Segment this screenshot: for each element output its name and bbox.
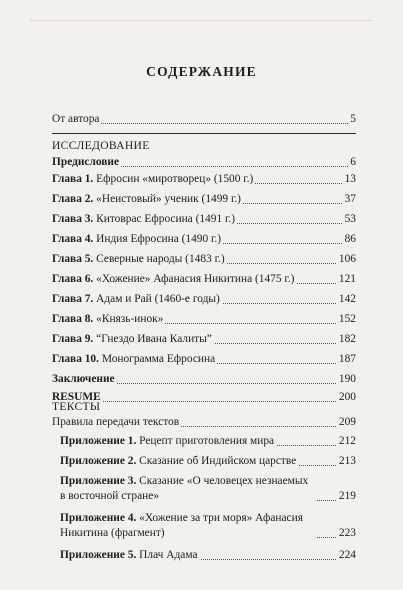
toc-entry-appendix — [60, 548, 356, 563]
entry-page: 187 — [338, 353, 356, 365]
toc-entry-chapter — [52, 192, 356, 207]
entry-label: Заключение — [52, 373, 115, 385]
section-heading-texts: ТЕКСТЫ — [52, 400, 101, 413]
chapter-title: Северные народы (1483 г.) — [96, 253, 225, 265]
appendix-title-continued: Никитина (фрагмент) — [60, 527, 165, 539]
page-title: СОДЕРЖАНИЕ — [146, 64, 257, 79]
appendix-number: Приложение 5. — [60, 549, 137, 561]
chapter-number: Глава 1. — [52, 173, 94, 185]
toc-entry-chapter — [52, 252, 356, 267]
chapter-number: Глава 7. — [52, 293, 94, 305]
entry-label: Правила передачи текстов — [52, 416, 180, 428]
entry-page: 13 — [344, 173, 356, 185]
chapter-number: Глава 5. — [52, 253, 94, 265]
chapter-title: Индия Ефросина (1490 г.) — [96, 233, 222, 245]
chapter-title: Адам и Рай (1460-е годы) — [96, 293, 220, 305]
toc-entry-appendix — [60, 511, 356, 541]
toc-entry-appendix — [60, 434, 356, 449]
entry-page: 209 — [338, 416, 356, 428]
entry-page: 86 — [344, 233, 356, 245]
entry-label: Предисловие — [52, 156, 120, 168]
section-divider — [52, 133, 356, 134]
entry-page: 106 — [338, 253, 356, 265]
chapter-number: Глава 9. — [52, 333, 94, 345]
toc-entry-chapter — [52, 232, 356, 247]
chapter-title: «Князь-инок» — [96, 313, 164, 325]
chapter-number: Глава 6. — [52, 273, 94, 285]
toc-entry-appendix — [60, 454, 356, 469]
toc-entry-chapter — [52, 352, 356, 367]
appendix-title: «Хожение за три моря» Афанасия — [139, 512, 303, 524]
appendix-title: Сказание «О человецех незнаемых — [139, 475, 309, 487]
entry-page: 121 — [338, 273, 356, 285]
entry-label: RESUME — [52, 391, 101, 403]
chapter-title: “Гнездо Ивана Калиты” — [96, 333, 212, 345]
appendix-title: Сказание об Индийском царстве — [139, 455, 297, 467]
entry-page: 53 — [344, 213, 356, 225]
entry-page: 213 — [338, 455, 356, 467]
entry-page: 6 — [350, 156, 356, 168]
entry-page: 200 — [338, 391, 356, 403]
entry-page: 182 — [338, 333, 356, 345]
toc-entry-rules — [52, 415, 356, 430]
section-heading-research: ИССЛЕДОВАНИЕ — [52, 139, 150, 152]
chapter-title: Монограмма Ефросина — [101, 353, 216, 365]
toc-entry-author — [52, 112, 356, 127]
entry-page: 190 — [338, 373, 356, 385]
chapter-number: Глава 4. — [52, 233, 94, 245]
chapter-title: Ефросин «миротворец» (1500 г.) — [96, 173, 254, 185]
running-head — [30, 8, 373, 21]
entry-page: 219 — [338, 490, 356, 502]
appendix-number: Приложение 4. — [60, 512, 137, 524]
toc-entry-chapter — [52, 312, 356, 327]
appendix-title: Рецепт приготовления мира — [139, 435, 275, 447]
appendix-title: Плач Адама — [139, 549, 198, 561]
toc-entry-appendix — [60, 474, 356, 504]
chapter-title: Китоврас Ефросина (1491 г.) — [96, 213, 236, 225]
chapter-title: «Неистовый» ученик (1499 г.) — [96, 193, 241, 205]
appendix-number: Приложение 3. — [60, 475, 137, 487]
toc-entry-chapter — [52, 332, 356, 347]
entry-page: 37 — [344, 193, 356, 205]
toc-entry-chapter — [52, 212, 356, 227]
chapter-title: «Хожение» Афанасия Никитина (1475 г.) — [96, 273, 295, 285]
toc-entry-chapter — [52, 292, 356, 307]
toc-entry-chapter — [52, 172, 356, 187]
chapter-number: Глава 10. — [52, 353, 99, 365]
chapter-number: Глава 8. — [52, 313, 94, 325]
entry-page: 212 — [338, 435, 356, 447]
entry-label: От автора — [52, 113, 100, 125]
appendix-title-continued: в восточной стране» — [60, 490, 160, 502]
entry-page: 152 — [338, 313, 356, 325]
chapter-number: Глава 2. — [52, 193, 94, 205]
entry-page: 142 — [338, 293, 356, 305]
toc-entry-foreword — [52, 155, 356, 170]
toc-entry-conclusion — [52, 372, 356, 387]
entry-page: 5 — [350, 113, 356, 125]
chapter-number: Глава 3. — [52, 213, 94, 225]
appendix-number: Приложение 1. — [60, 435, 137, 447]
entry-page: 224 — [338, 549, 356, 561]
entry-page: 223 — [338, 527, 356, 539]
appendix-number: Приложение 2. — [60, 455, 137, 467]
toc-entry-chapter — [52, 272, 356, 287]
